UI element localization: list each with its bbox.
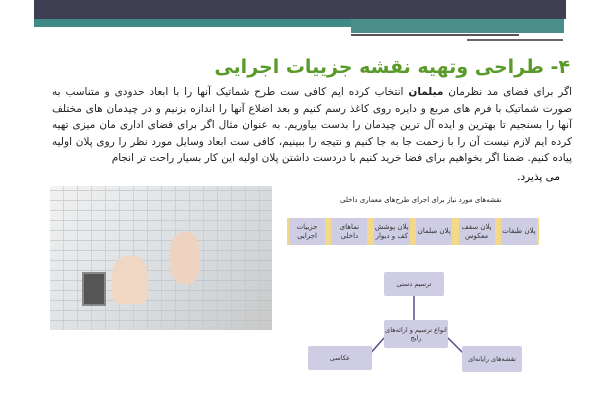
node-hand-drawing: ترسیم دستی — [384, 272, 444, 296]
diagram-title: نقشه‌های مورد نیاز برای اجرای طرح‌های معماری داخلی — [340, 196, 502, 204]
plan-item: پلان طبقات — [501, 218, 537, 245]
plan-item: پلان سقف معکوس — [459, 218, 495, 245]
plan-item: پلان پوشش کف و دیوار — [374, 218, 410, 245]
paragraph-end: می پذیرد. — [517, 171, 560, 183]
plan-item: جزییات اجرایی — [289, 218, 325, 245]
node-photography: عکاسی — [308, 346, 372, 370]
node-computer-drawings: نقشه‌های رایانه‌ای — [462, 346, 522, 372]
plan-item: نماهای داخلی — [331, 218, 367, 245]
text: اگر برای فضای مد نظرمان — [443, 86, 572, 98]
bold-text: مبلمان — [408, 86, 444, 98]
text: انتخاب کرده ایم کافی ست طرح شماتیک آنها را با ابعاد حدودی و متناسب به صورت شماتیک با فرم های مربع و دایره روی کاغذ رسم کنیم و بعد اضلاع آنها را اندازه بزنیم و در چیدمان های مختلف آنها را بسنجیم تا بهترین و ایده آل ترین چیدمان را بدست بیاوریم. به عنوان مثال اگر برای فضای اداری مان میزی تهیه کرده ایم لازم نیست آن را با زحمت جا به جا کنیم و نتیجه را ببینیم، کافی ست ابعاد وسایل مورد نظر را روی پلان اولیه پیاده کنیم. ضمنا اگر بخواهیم برای فضا خرید کنیم با دردست داشتن پلان اولیه این کار بسیار راحت تر انجام — [52, 86, 572, 164]
plan-item: پلان مبلمان — [416, 218, 452, 245]
slide-title: ۴- طراحی وتهیه نقشه جزییات اجرایی — [214, 56, 570, 78]
node-center: انواع ترسیم و ارائه‌های رایج — [384, 320, 448, 348]
